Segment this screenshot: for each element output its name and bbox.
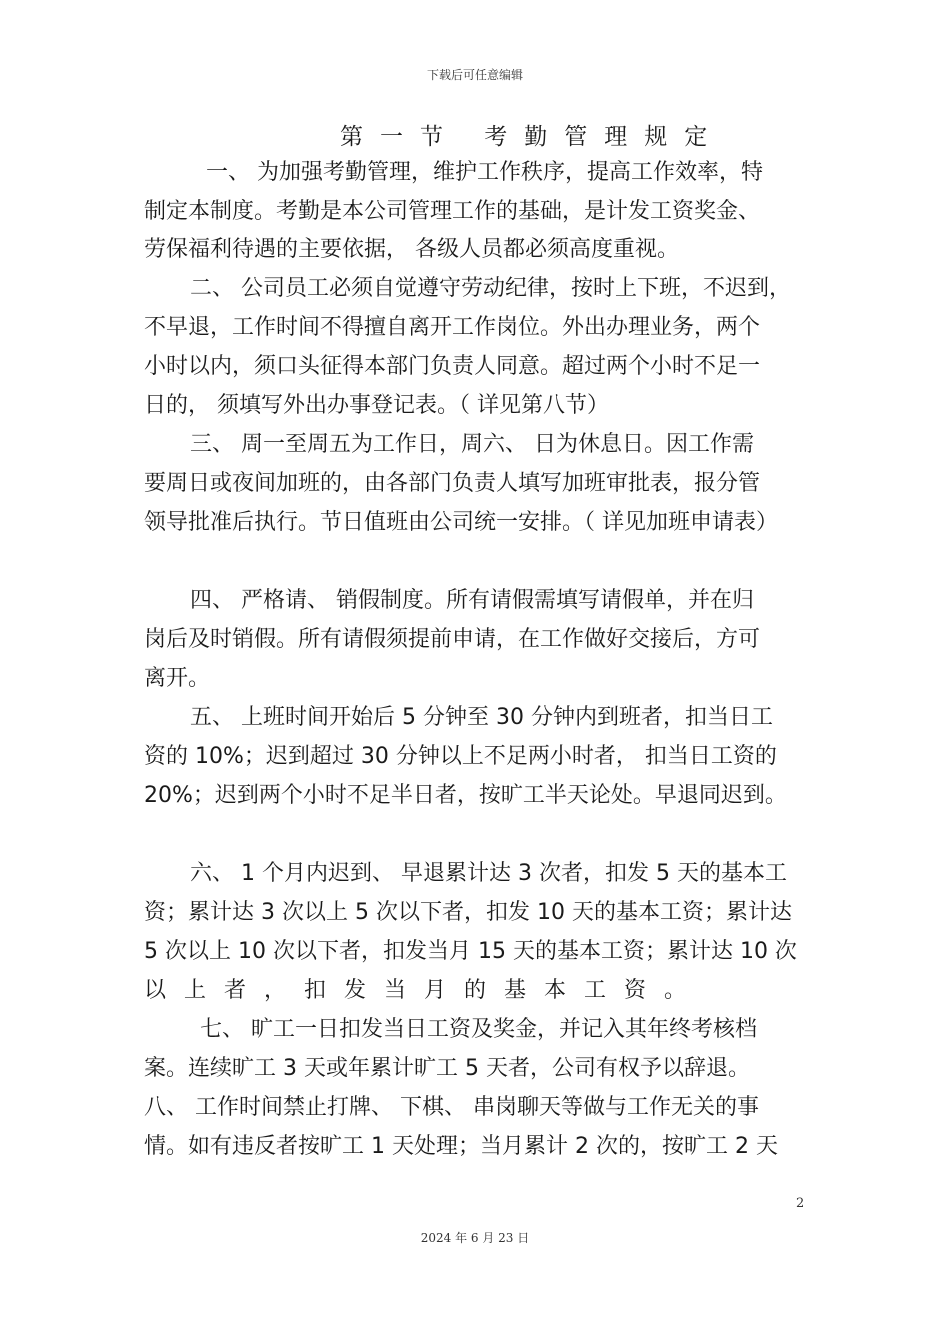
paragraph-line: 三、 周一至周五为工作日，周六、 日为休息日。因工作需 [190, 432, 754, 457]
paragraph-line: 离开。 [144, 666, 211, 691]
paragraph-line: 20%；迟到两个小时不足半日者，按旷工半天论处。早退同迟到。 [144, 783, 787, 808]
paragraph-line: 一、 为加强考勤管理，维护工作秩序，提高工作效率，特 [206, 160, 763, 185]
paragraph-line: 制定本制度。考勤是本公司管理工作的基础，是计发工资奖金、 [144, 199, 761, 224]
paragraph-line: 要周日或夜间加班的，由各部门负责人填写加班审批表，报分管 [144, 471, 761, 496]
paragraph-line: 以上者，扣发当月的基本工资。 [144, 978, 705, 1003]
paragraph-line: 二、 公司员工必须自觉遵守劳动纪律，按时上下班，不迟到， [190, 276, 791, 301]
paragraph-line: 案。连续旷工 3 天或年累计旷工 5 天者，公司有权予以辞退。 [144, 1056, 750, 1081]
paragraph-line: 岗后及时销假。所有请假须提前申请，在工作做好交接后，方可 [144, 627, 761, 652]
paragraph-line: 情。如有违反者按旷工 1 天处理；当月累计 2 次的，按旷工 2 天 [144, 1134, 778, 1159]
paragraph-line: 资；累计达 3 次以上 5 次以下者，扣发 10 天的基本工资；累计达 [144, 900, 792, 925]
paragraph-line: 八、 工作时间禁止打牌、 下棋、 串岗聊天等做与工作无关的事 [144, 1095, 759, 1120]
paragraph-line: 七、 旷工一日扣发当日工资及奖金，并记入其年终考核档 [200, 1017, 757, 1042]
paragraph-line: 领导批准后执行。节日值班由公司统一安排。（ 详见加班申请表） [144, 510, 778, 535]
paragraph-line: 劳保福利待遇的主要依据， 各级人员都必须高度重视。 [144, 237, 679, 262]
paragraph-line: 5 次以上 10 次以下者，扣发当月 15 天的基本工资；累计达 10 次 [144, 939, 797, 964]
section-title: 第一节 考勤管理规定 [340, 124, 725, 150]
paragraph-line: 四、 严格请、 销假制度。所有请假需填写请假单，并在归 [190, 588, 754, 613]
paragraph-line: 日的， 须填写外出办事登记表。（ 详见第八节） [144, 393, 609, 418]
page-number: 2 [796, 1196, 805, 1211]
paragraph-line: 资的 10%；迟到超过 30 分钟以上不足两小时者， 扣当日工资的 [144, 744, 777, 769]
header-note: 下载后可任意编辑 [426, 68, 523, 82]
paragraph-line: 五、 上班时间开始后 5 分钟至 30 分钟内到班者，扣当日工 [190, 705, 773, 730]
paragraph-line: 六、 1 个月内迟到、 早退累计达 3 次者，扣发 5 天的基本工 [190, 861, 787, 886]
paragraph-line: 小时以内，须口头征得本部门负责人同意。超过两个小时不足一 [144, 354, 761, 379]
paragraph-line: 不早退，工作时间不得擅自离开工作岗位。外出办理业务，两个 [144, 315, 761, 340]
footer-date: 2024 年 6 月 23 日 [420, 1231, 530, 1245]
